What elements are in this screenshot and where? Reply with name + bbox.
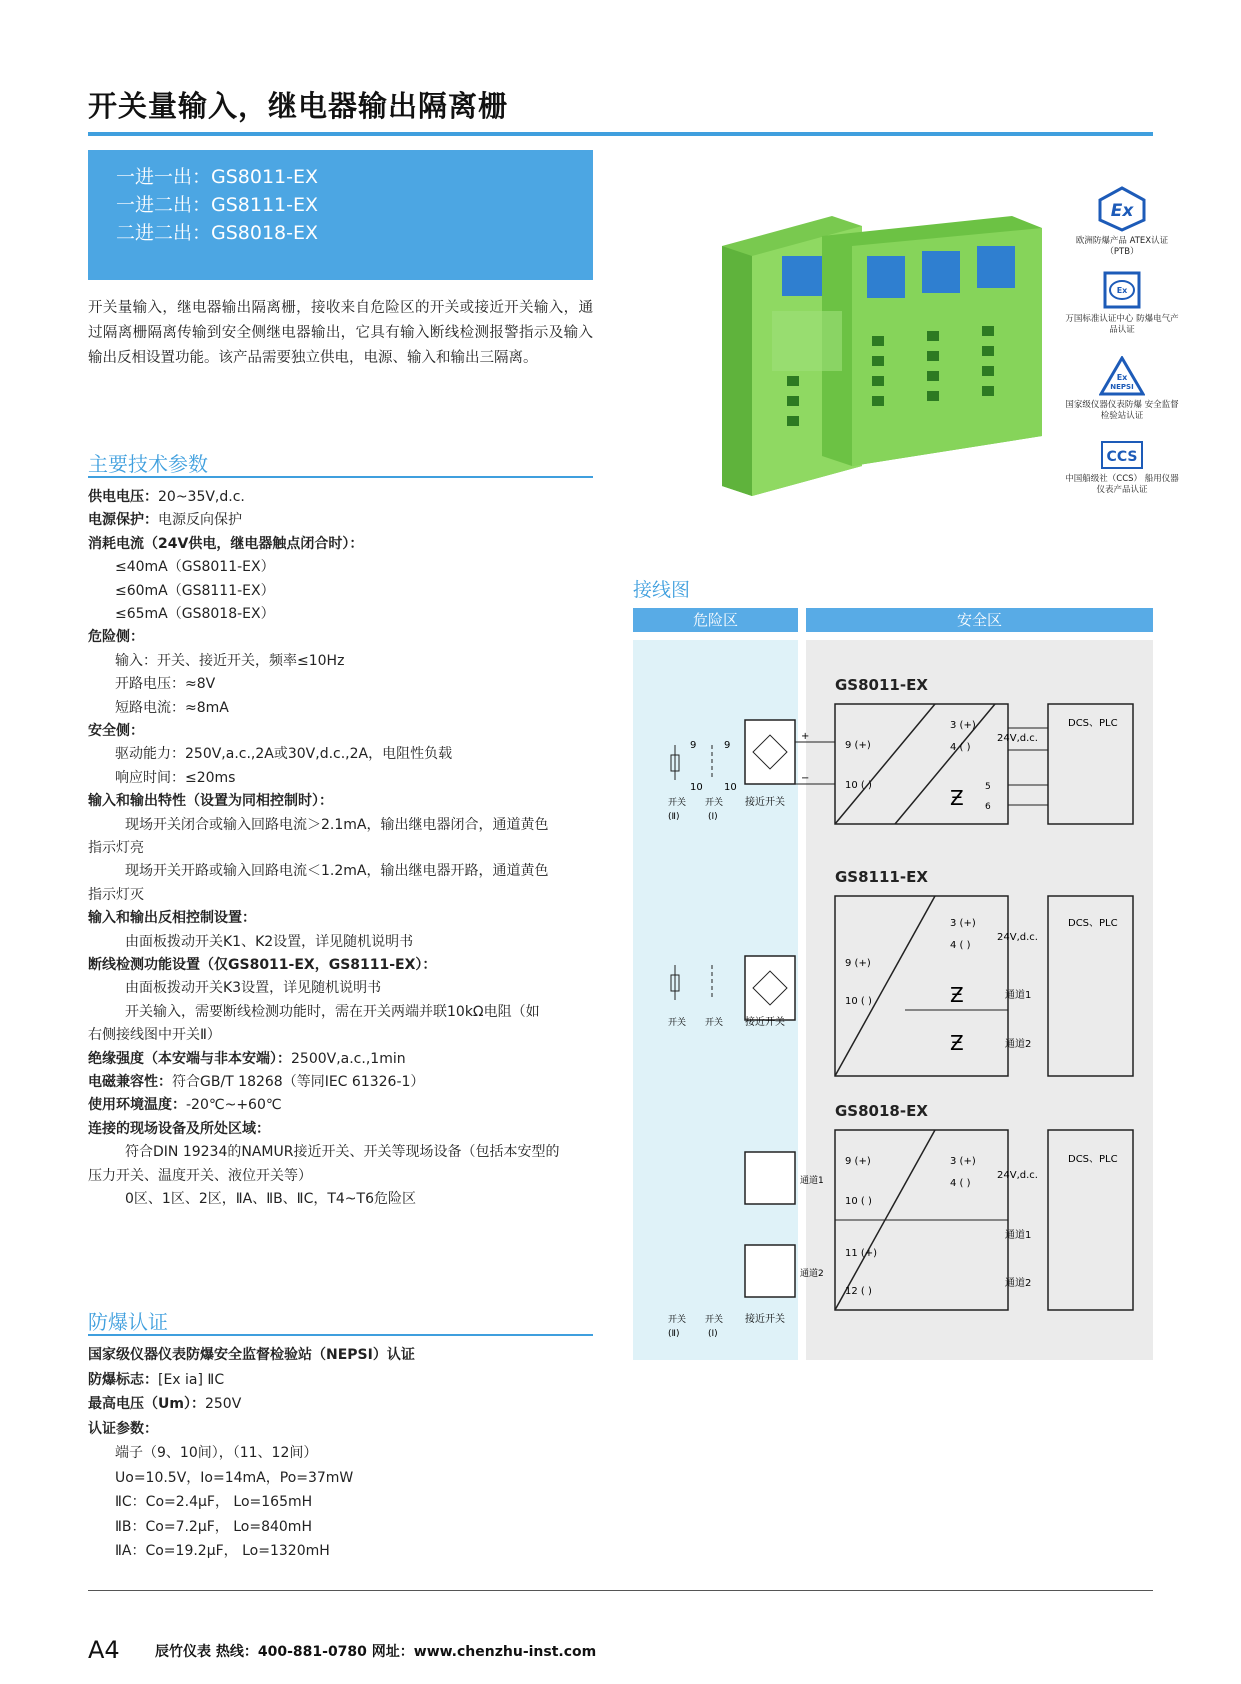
svg-text:通道1: 通道1 — [800, 1176, 824, 1186]
spec-value: Uo=10.5V，Io=14mA，Po=37mW — [115, 1469, 354, 1486]
spec-value: ⅡB：Co=7.2μF， Lo=840mH — [115, 1518, 312, 1535]
spec-label: 断线检测功能设置（仅GS8011-EX，GS8111-EX）： — [88, 957, 437, 973]
svg-text:3 (+): 3 (+) — [950, 1156, 976, 1167]
page-title: 开关量输入，继电器输出隔离栅 — [88, 89, 509, 123]
model-label: GS8018-EX — [835, 1102, 928, 1120]
spec-value: 开关输入，需要断线检测功能时，需在开关两端并联10kΩ电阻（如 — [125, 1003, 540, 1020]
spec-value: 符合DIN 19234的NAMUR接近开关、开关等现场设备（包括本安型的 — [125, 1144, 560, 1161]
cert-caption: 万国标准认证中心 防爆电气产品认证 — [1065, 314, 1179, 335]
spec-value: 电源反向保护 — [158, 512, 242, 529]
svg-text:通道2: 通道2 — [800, 1269, 824, 1279]
model-item: 一进二出：GS8111-EX — [116, 194, 319, 216]
svg-text:CCS: CCS — [1106, 449, 1138, 465]
spec-value: ⅡA：Co=19.2μF， Lo=1320mH — [115, 1543, 330, 1559]
spec-value: 0区、1区、2区，ⅡA、ⅡB、ⅡC，T4~T6危险区 — [125, 1191, 416, 1207]
cert-caption: 欧洲防爆产品 ATEX认证（PTB） — [1075, 236, 1169, 257]
svg-text:接近开关: 接近开关 — [745, 797, 785, 808]
svg-text:4 ( ): 4 ( ) — [950, 1178, 971, 1189]
svg-text:DCS、PLC: DCS、PLC — [1068, 718, 1118, 729]
spec-label: 防爆标志： — [88, 1371, 158, 1388]
svg-text:3 (+): 3 (+) — [950, 720, 976, 731]
svg-text:通道1: 通道1 — [1005, 1230, 1032, 1241]
spec-value: ⅡC：Co=2.4μF， Lo=165mH — [115, 1494, 313, 1510]
svg-text:开关: 开关 — [668, 798, 687, 808]
cert-heading: 防爆认证 — [88, 1310, 168, 1334]
spec-label: 国家级仪器仪表防爆安全监督检验站（NEPSI）认证 — [88, 1347, 415, 1363]
svg-text:(Ⅰ): (Ⅰ) — [708, 812, 718, 822]
svg-text:24V,d.c.: 24V,d.c. — [997, 932, 1038, 943]
spec-value: 端子（9、10间），（11、12间） — [115, 1445, 318, 1461]
svg-text:(Ⅱ): (Ⅱ) — [668, 812, 680, 822]
svg-text:6: 6 — [985, 802, 991, 812]
spec-value: 2500V,a.c.,1min — [291, 1050, 406, 1067]
spec-label: 认证参数： — [88, 1420, 158, 1437]
svg-text:4 ( ): 4 ( ) — [950, 742, 971, 753]
svg-text:通道2: 通道2 — [1005, 1039, 1032, 1050]
spec-value: 现场开关开路或输入回路电流＜1.2mA，输出继电器开路，通道黄色 — [125, 863, 549, 880]
svg-text:DCS、PLC: DCS、PLC — [1068, 1154, 1118, 1165]
svg-text:+: + — [801, 731, 810, 742]
spec-value: 符合GB/T 18268（等同IEC 61326-1） — [172, 1074, 425, 1090]
spec-label: 电磁兼容性： — [88, 1074, 172, 1090]
svg-text:9 (+): 9 (+) — [845, 958, 871, 969]
spec-label: 消耗电流（24V供电，继电器触点闭合时）： — [88, 535, 364, 552]
svg-text:Ex: Ex — [1110, 201, 1134, 221]
spec-label: 最高电压（Um）： — [88, 1396, 205, 1412]
spec-label: 供电电压： — [88, 489, 158, 505]
spec-value: 输入：开关、接近开关，频率≤10Hz — [115, 652, 345, 669]
spec-value: 短路电流：≈8mA — [115, 699, 229, 716]
svg-text:接近开关: 接近开关 — [745, 1017, 785, 1028]
spec-value: ≤40mA（GS8011-EX） — [115, 559, 275, 576]
svg-text:NEPSI: NEPSI — [1110, 383, 1134, 391]
svg-text:Ex: Ex — [1116, 373, 1128, 382]
wiring-title: 接线图 — [633, 579, 691, 601]
svg-text:24V,d.c.: 24V,d.c. — [997, 733, 1038, 744]
svg-text:开关: 开关 — [668, 1018, 687, 1028]
spec-value: 驱动能力：250V,a.c.,2A或30V,d.c.,2A，电阻性负载 — [115, 746, 453, 763]
spec-value: 右侧接线图中开关Ⅱ） — [88, 1027, 221, 1044]
spec-value: -20℃~+60℃ — [186, 1097, 282, 1114]
spec-value: 压力开关、温度开关、液位开关等） — [88, 1167, 312, 1184]
svg-text:24V,d.c.: 24V,d.c. — [997, 1170, 1038, 1181]
safe-zone-header: 安全区 — [806, 608, 1153, 632]
footer-contact: 辰竹仪表 热线：400-881-0780 网址：www.chenzhu-inst.com — [155, 1644, 597, 1660]
spec-value: 指示灯亮 — [88, 840, 144, 856]
spec-value: ≤60mA（GS8111-EX） — [115, 582, 275, 599]
svg-text:12 ( ): 12 ( ) — [845, 1286, 872, 1297]
spec-value: ≤65mA（GS8018-EX） — [115, 606, 275, 622]
svg-text:9 (+): 9 (+) — [845, 740, 871, 751]
page-number: A4 — [88, 1636, 120, 1664]
svg-text:10 ( ): 10 ( ) — [845, 996, 872, 1007]
hazard-zone-header: 危险区 — [633, 608, 798, 632]
svg-text:4 ( ): 4 ( ) — [950, 940, 971, 951]
model-item: 一进一出：GS8011-EX — [116, 166, 319, 188]
spec-label: 危险侧： — [88, 629, 144, 646]
spec-value: [Ex ia] ⅡC — [158, 1371, 225, 1388]
svg-text:10: 10 — [724, 782, 737, 793]
spec-label: 绝缘强度（本安端与非本安端）： — [88, 1050, 291, 1067]
spec-value: 由面板拨动开关K1、K2设置，详见随机说明书 — [125, 933, 414, 950]
spec-label: 连接的现场设备及所处区域： — [88, 1120, 270, 1137]
svg-text:10 ( ): 10 ( ) — [845, 1196, 872, 1207]
svg-text:10 ( ): 10 ( ) — [845, 780, 872, 791]
spec-label: 输入和输出特性（设置为同相控制时）： — [88, 793, 333, 810]
spec-value: 开路电压：≈8V — [115, 676, 216, 693]
spec-value: 由面板拨动开关K3设置，详见随机说明书 — [125, 980, 382, 997]
footer-divider — [88, 1590, 1153, 1591]
svg-text:11 (+): 11 (+) — [845, 1248, 878, 1259]
intro-paragraph: 开关量输入，继电器输出隔离栅，接收来自危险区的开关或接近开关输入，通过隔离栅隔离传输到安全侧继电器输出，它具有输入断线检测报警指示及输入输出反相设置功能。该产品需要独立供电，电源、输入和输出三隔离。 — [88, 300, 593, 366]
svg-text:Ƶ: Ƶ — [950, 786, 964, 810]
svg-text:开关: 开关 — [705, 1018, 724, 1028]
svg-text:Ex: Ex — [1116, 286, 1128, 295]
spec-value: 响应时间：≤20ms — [115, 769, 236, 786]
svg-text:通道1: 通道1 — [1005, 990, 1032, 1001]
svg-text:通道2: 通道2 — [1005, 1278, 1032, 1289]
svg-text:9: 9 — [724, 740, 731, 751]
spec-value: 现场开关闭合或输入回路电流＞2.1mA，输出继电器闭合，通道黄色 — [125, 816, 549, 833]
spec-value: 20~35V,d.c. — [158, 489, 245, 505]
svg-text:(Ⅱ): (Ⅱ) — [668, 1329, 680, 1339]
svg-text:接近开关: 接近开关 — [745, 1314, 785, 1325]
spec-value: 250V — [204, 1396, 242, 1412]
model-item: 二进二出：GS8018-EX — [116, 222, 319, 244]
svg-text:开关: 开关 — [668, 1315, 687, 1325]
svg-text:9: 9 — [690, 740, 697, 751]
cert-caption: 国家级仪器仪表防爆 安全监督检验站认证 — [1065, 400, 1179, 421]
spec-label: 输入和输出反相控制设置： — [88, 910, 256, 927]
svg-text:9 (+): 9 (+) — [845, 1156, 871, 1167]
cert-caption: 中国船级社（CCS） 船用仪器仪表产品认证 — [1065, 474, 1179, 495]
spec-label: 安全侧： — [88, 723, 144, 739]
svg-text:3 (+): 3 (+) — [950, 918, 976, 929]
svg-text:5: 5 — [985, 782, 991, 792]
svg-text:(Ⅰ): (Ⅰ) — [708, 1329, 718, 1339]
model-label: GS8111-EX — [835, 868, 928, 886]
spec-value: 指示灯灭 — [88, 886, 144, 903]
model-label: GS8011-EX — [835, 676, 928, 694]
svg-text:Ƶ: Ƶ — [950, 1031, 964, 1055]
svg-text:DCS、PLC: DCS、PLC — [1068, 918, 1118, 929]
svg-text:−: − — [801, 773, 810, 784]
svg-text:Ƶ: Ƶ — [950, 983, 964, 1007]
spec-label: 电源保护： — [88, 512, 158, 529]
specs-heading: 主要技术参数 — [88, 452, 208, 476]
svg-text:开关: 开关 — [705, 798, 724, 808]
svg-text:10: 10 — [690, 782, 703, 793]
spec-label: 使用环境温度： — [88, 1097, 186, 1114]
svg-text:开关: 开关 — [705, 1315, 724, 1325]
